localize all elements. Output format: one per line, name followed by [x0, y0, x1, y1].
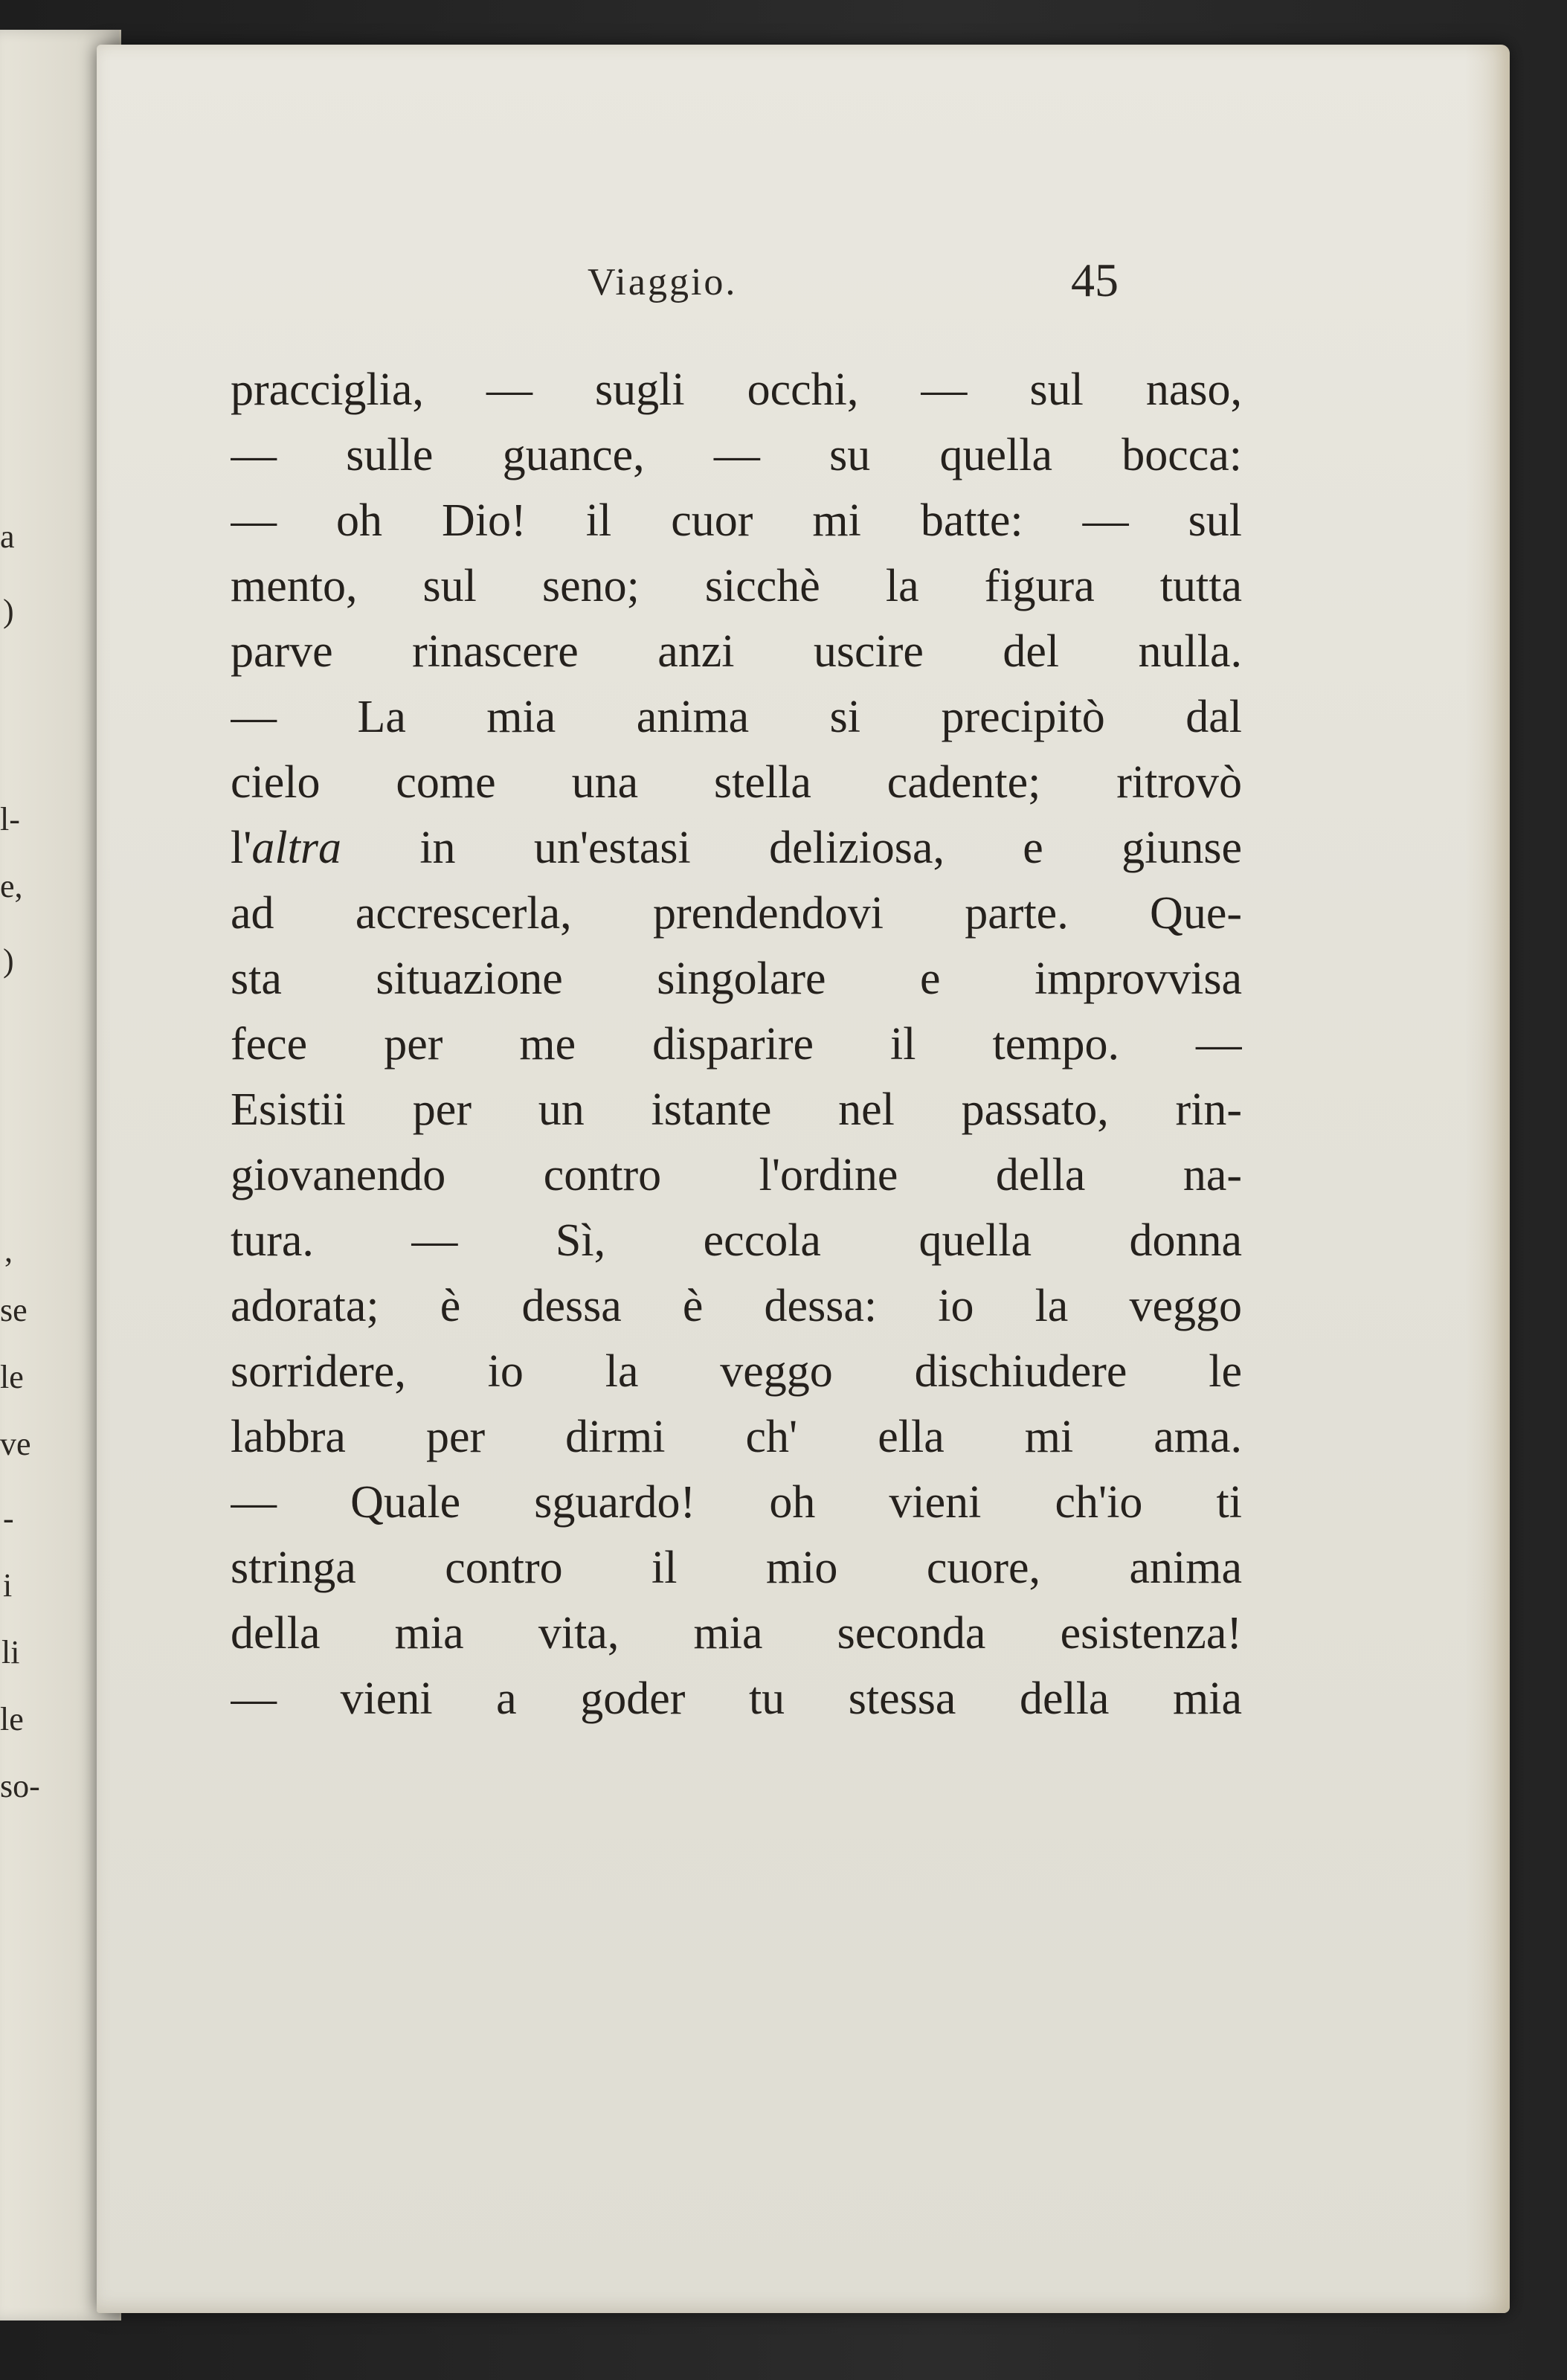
facing-page-fragment: ): [3, 593, 14, 629]
text-line: stringa contro il mio cuore, anima: [231, 1543, 1242, 1593]
text-line: — vieni a goder tu stessa della mia: [231, 1673, 1242, 1724]
text-line: tura. — Sì, eccola quella donna: [231, 1215, 1242, 1266]
text-line: adorata; è dessa è dessa: io la veggo: [231, 1281, 1242, 1331]
book-page: [97, 45, 1510, 2313]
text-line: mento, sul seno; sicchè la figura tutta: [231, 561, 1242, 611]
facing-page-fragment: i: [3, 1567, 13, 1604]
text-line: Esistii per un istante nel passato, rin-: [231, 1084, 1242, 1135]
text-line: — sulle guance, — su quella bocca:: [231, 430, 1242, 480]
text-line: sorridere, io la veggo dischiudere le: [231, 1346, 1242, 1397]
facing-page-fragment: ): [3, 942, 14, 979]
line-suffix: in un'estasi deliziosa, e giunse: [341, 823, 1242, 873]
facing-page-fragment: ,: [4, 1232, 13, 1269]
italic-word: altra: [251, 823, 341, 873]
text-line: giovanendo contro l'ordine della na-: [231, 1150, 1242, 1200]
text-line: sta situazione singolare e improvvisa: [231, 953, 1242, 1004]
text-line: ad accrescerla, prendendovi parte. Que-: [231, 888, 1242, 939]
facing-page-fragment: le: [0, 1359, 24, 1395]
text-line: — La mia anima si precipitò dal: [231, 692, 1242, 742]
text-line: pracciglia, — sugli occhi, — sul naso,: [231, 364, 1242, 415]
facing-page-fragment: -: [3, 1500, 14, 1537]
facing-page-fragment: se: [0, 1292, 28, 1328]
text-line: cielo come una stella cadente; ritrovò: [231, 757, 1242, 808]
text-line: della mia vita, mia seconda esistenza!: [231, 1608, 1242, 1659]
text-line: — Quale sguardo! oh vieni ch'io ti: [231, 1477, 1242, 1528]
line-prefix: l': [231, 823, 252, 873]
text-line: fece per me disparire il tempo. —: [231, 1019, 1242, 1070]
text-line-with-italic: [231, 815, 1242, 881]
text-line: — oh Dio! il cuor mi batte: — sul: [231, 495, 1242, 546]
facing-page-fragment: l-: [0, 801, 20, 837]
text-line: labbra per dirmi ch' ella mi ama.: [231, 1412, 1242, 1462]
facing-page-fragment: li: [1, 1634, 20, 1670]
body-text: [231, 357, 1242, 1731]
page-number: 45: [1071, 254, 1119, 306]
facing-page-fragment: a: [0, 518, 15, 555]
text-line: parve rinascere anzi uscire del nulla.: [231, 626, 1242, 677]
facing-page-fragment: e,: [0, 868, 23, 904]
running-header: [97, 231, 1510, 312]
facing-page-fragment: so-: [0, 1768, 40, 1804]
facing-page-fragment: ve: [0, 1426, 31, 1462]
facing-page-fragment: le: [0, 1701, 24, 1737]
running-title: Viaggio.: [588, 261, 738, 303]
